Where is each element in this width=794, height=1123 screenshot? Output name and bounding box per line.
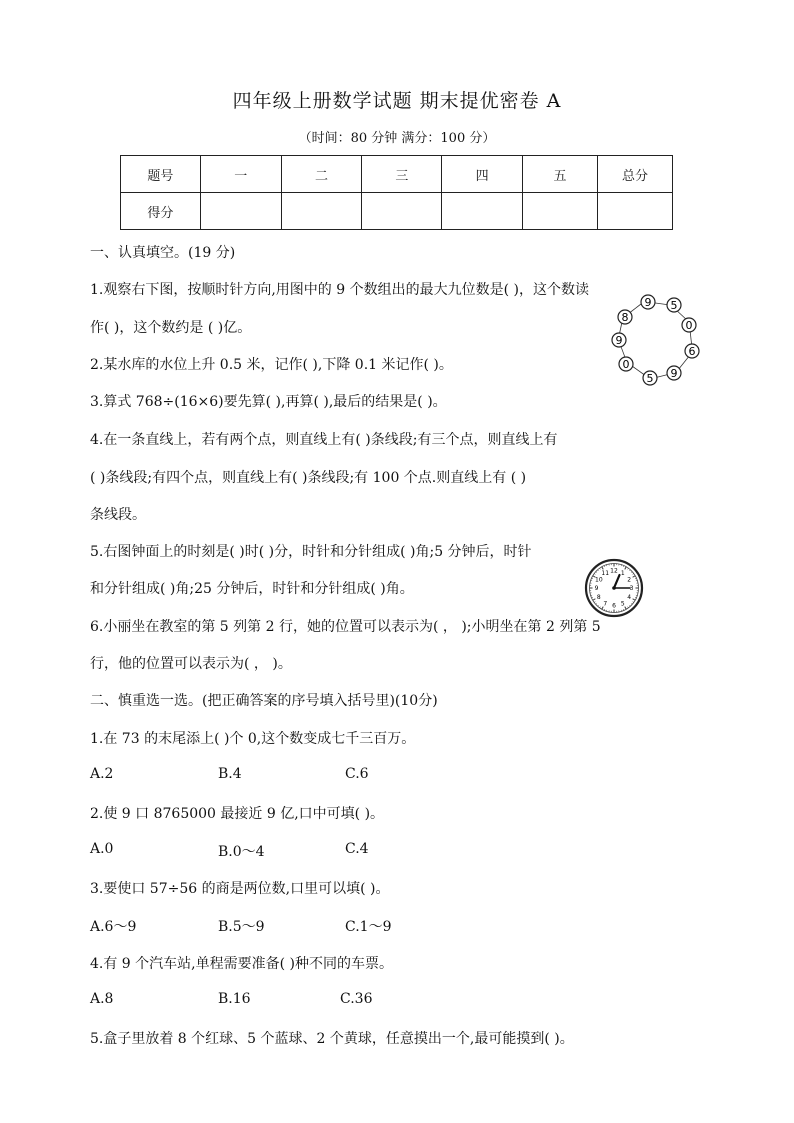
choice-question: 1.在 73 的末尾添上( )个 0,这个数变成七千三百万。 xyxy=(90,731,416,747)
ring-digit xyxy=(619,357,633,371)
option-a[interactable]: A.0 xyxy=(90,841,114,857)
svg-text:5: 5 xyxy=(670,299,678,312)
score-table xyxy=(120,155,673,230)
question-line: ( )条线段;有四个点，则直线上有( )条线段;有 100 个点.则直线上有 ( ) xyxy=(90,470,527,486)
score-table-score-row xyxy=(121,193,673,230)
question-line: 作( )，这个数约是 ( )亿。 xyxy=(90,320,252,336)
score-cell[interactable] xyxy=(200,193,281,230)
option-b[interactable]: B.5～9 xyxy=(218,919,265,935)
header-cell: 二 xyxy=(281,156,362,193)
svg-text:9: 9 xyxy=(644,296,652,309)
question-line: 条线段。 xyxy=(90,507,146,523)
svg-text:0: 0 xyxy=(622,358,630,371)
choice-question: 3.要使口 57÷56 的商是两位数,口里可以填( )。 xyxy=(90,881,390,897)
svg-text:9: 9 xyxy=(670,367,678,380)
ring-digit xyxy=(643,371,657,385)
clock-numeral: 10 xyxy=(595,576,603,584)
clock-numeral: 2 xyxy=(627,576,632,584)
header-cell: 四 xyxy=(442,156,523,193)
ring-digit xyxy=(612,333,626,347)
question-line: 4.在一条直线上，若有两个点，则直线上有( )条线段;有三个点，则直线上有 xyxy=(90,432,558,448)
ring-digit xyxy=(641,295,655,309)
clock-numeral: 9 xyxy=(594,585,599,593)
score-cell[interactable] xyxy=(442,193,523,230)
clock-center xyxy=(612,586,616,590)
score-table-header-row xyxy=(121,156,673,193)
option-c[interactable]: C.6 xyxy=(345,766,369,782)
ring-digit xyxy=(682,318,696,332)
svg-text:8: 8 xyxy=(621,311,629,324)
option-c[interactable]: C.1～9 xyxy=(345,919,392,935)
exam-info: （时间：80 分钟 满分：100 分） xyxy=(298,131,496,146)
choice-question: 2.使 9 口 8765000 最接近 9 亿,口中可填( )。 xyxy=(90,806,385,822)
option-a[interactable]: A.2 xyxy=(90,766,114,782)
option-c[interactable]: C.4 xyxy=(345,841,369,857)
clock-face xyxy=(584,558,644,618)
header-cell: 总分 xyxy=(598,156,673,193)
ring-digit xyxy=(685,344,699,358)
digit-ring-figure xyxy=(608,292,708,392)
clock-numeral: 5 xyxy=(620,600,625,608)
section2-heading: 二、慎重选一选。(把正确答案的序号填入括号里)(10分) xyxy=(90,693,438,709)
score-cell[interactable] xyxy=(281,193,362,230)
option-a[interactable]: A.8 xyxy=(90,991,114,1007)
svg-text:5: 5 xyxy=(646,372,654,385)
question-line: 6.小丽坐在教室的第 5 列第 2 行，她的位置可以表示为( ， );小明坐在第 2 列第 5 xyxy=(90,619,601,635)
question-line: 3.算式 768÷(16×6)要先算( ),再算( ),最后的结果是( )。 xyxy=(90,394,447,410)
header-cell: 五 xyxy=(523,156,598,193)
clock-numeral: 4 xyxy=(627,593,632,601)
header-cell: 题号 xyxy=(121,156,201,193)
svg-text:6: 6 xyxy=(688,345,696,358)
ring-digit xyxy=(618,310,632,324)
svg-text:9: 9 xyxy=(615,334,623,347)
clock-numeral: 1 xyxy=(620,570,625,578)
clock-numeral: 3 xyxy=(629,585,634,593)
option-a[interactable]: A.6～9 xyxy=(90,919,137,935)
score-cell[interactable] xyxy=(598,193,673,230)
option-c[interactable]: C.36 xyxy=(340,991,373,1007)
ring-digit xyxy=(667,366,681,380)
question-line: 2.某水库的水位上升 0.5 米，记作( ),下降 0.1 米记作( )。 xyxy=(90,357,453,373)
question-line: 1.观察右下图，按顺时针方向,用图中的 9 个数组出的最大九位数是( )，这个数读 xyxy=(90,282,589,298)
ring-digit xyxy=(667,298,681,312)
section1-heading: 一、认真填空。(19 分) xyxy=(90,245,236,261)
choice-question: 5.盒子里放着 8 个红球、5 个蓝球、2 个黄球，任意摸出一个,最可能摸到( )。 xyxy=(90,1031,574,1047)
clock-numeral: 7 xyxy=(603,600,608,608)
option-b[interactable]: B.0～4 xyxy=(218,844,265,860)
option-b[interactable]: B.4 xyxy=(218,766,242,782)
question-line: 5.右图钟面上的时刻是( )时( )分，时针和分针组成( )角;5 分钟后，时针 xyxy=(90,544,532,560)
option-b[interactable]: B.16 xyxy=(218,991,251,1007)
question-line: 和分针组成( )角;25 分钟后，时针和分针组成( )角。 xyxy=(90,581,414,597)
question-line: 行，他的位置可以表示为( ， )。 xyxy=(90,656,292,672)
row-label-cell: 得分 xyxy=(121,193,201,230)
svg-text:0: 0 xyxy=(685,319,693,332)
clock-numeral: 11 xyxy=(601,570,610,578)
clock-numeral: 8 xyxy=(596,593,601,601)
header-cell: 三 xyxy=(362,156,442,193)
page-title: 四年级上册数学试题 期末提优密卷 A xyxy=(232,90,562,112)
score-cell[interactable] xyxy=(362,193,442,230)
header-cell: 一 xyxy=(200,156,281,193)
clock-numeral: 6 xyxy=(612,602,616,610)
score-cell[interactable] xyxy=(523,193,598,230)
clock-numeral: 12 xyxy=(610,567,618,575)
choice-question: 4.有 9 个汽车站,单程需要准备( )种不同的车票。 xyxy=(90,956,393,972)
